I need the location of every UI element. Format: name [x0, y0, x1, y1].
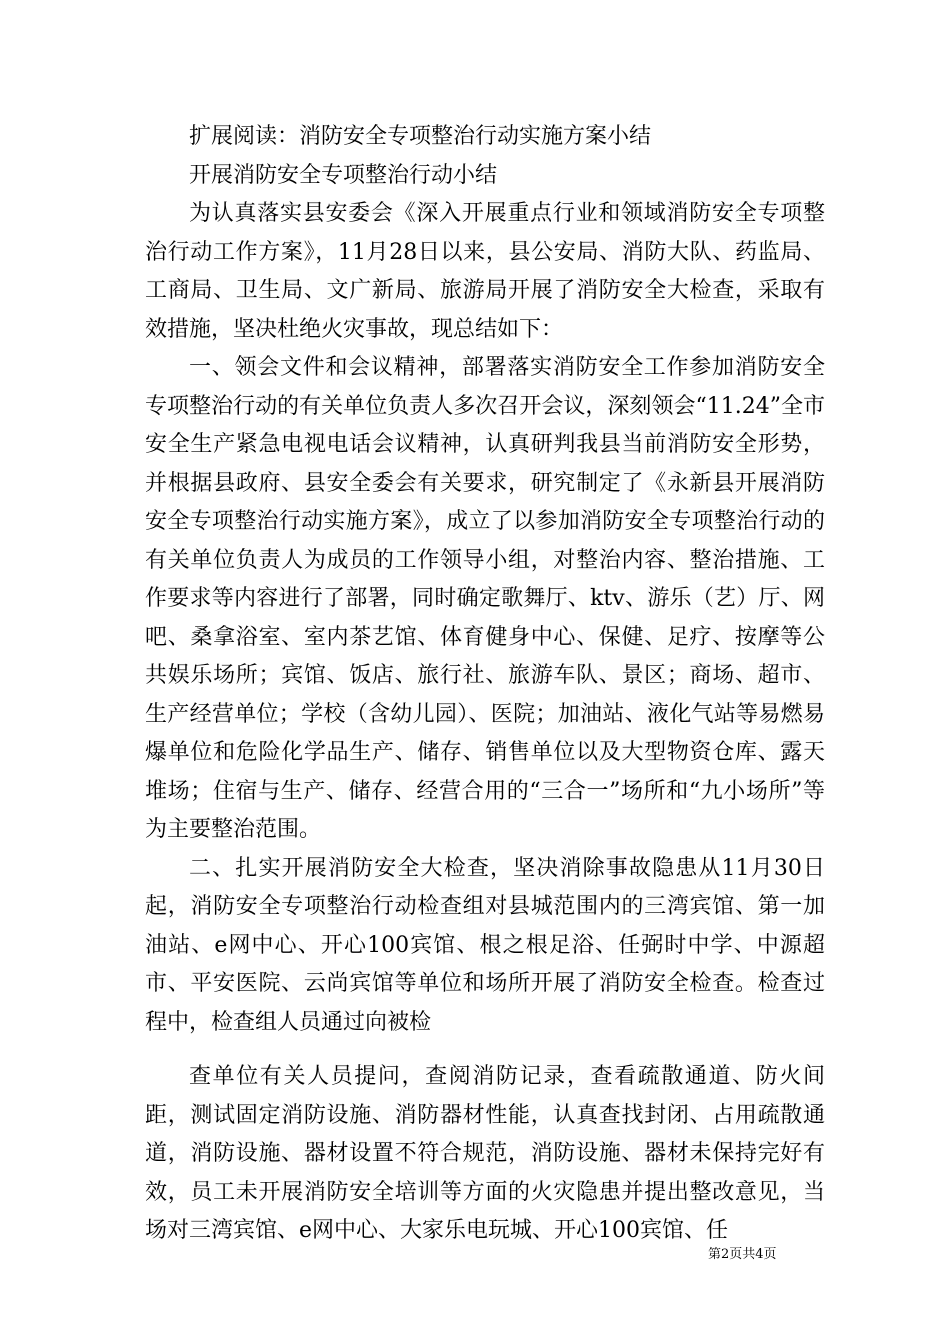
- paragraph-gap: [145, 1042, 825, 1058]
- extended-reading-heading: 扩展阅读：消防安全专项整治行动实施方案小结: [189, 124, 652, 149]
- section-one-paragraph: 一、领会文件和会议精神，部署落实消防安全工作参加消防安全专项整治行动的有关单位负责人多次召开会议，深刻领会“11.24”全市安全生产紧急电视电话会议精神，认真研判我县当前消防安全形势，并根据县政府、县安全委会有关要求，研究制定了《永新县开展消防安全专项整治行动实施方案》，成立了以参加消防安全专项整治行动的有关单位负责人为成员的工作领导小组，对整治内容、整治措施、工作要求等内容进行了部署，同时确定歌舞厅、ktv、游乐（艺）厅、网吧、桑拿浴室、室内茶艺馆、体育健身中心、保健、足疗、按摩等公共娱乐场所；宾馆、饭店、旅行社、旅游车队、景区；商场、超市、生产经营单位；学校（含幼儿园）、医院；加油站、液化气站等易燃易爆单位和危险化学品生产、储存、销售单位以及大型物资仓库、露天堆场；住宿与生产、储存、经营合用的“三合一”场所和“九小场所”等为主要整治范围。: [145, 355, 825, 842]
- section-two-paragraph: 二、扎实开展消防安全大检查，坚决消除事故隐患从11月30日起，消防安全专项整治行动检查组对县城范围内的三湾宾馆、第一加油站、e网中心、开心100宾馆、根之根足浴、任弼时中学、中源超市、平安医院、云尚宾馆等单位和场所开展了消防安全检查。检查过程中，检查组人员通过向被检: [145, 855, 825, 1035]
- intro-paragraph: 为认真落实县安委会《深入开展重点行业和领域消防安全专项整治行动工作方案》，11月28日以来，县公安局、消防大队、药监局、工商局、卫生局、文广新局、旅游局开展了消防安全大检查，采取有效措施，坚决杜绝火灾事故，现总结如下：: [145, 201, 825, 342]
- inspection-continuation-paragraph: 查单位有关人员提问，查阅消防记录，查看疏散通道、防火间距，测试固定消防设施、消防器材性能，认真查找封闭、占用疏散通道，消防设施、器材设置不符合规范，消防设施、器材未保持完好有效，员工未开展消防安全培训等方面的火灾隐患并提出整改意见，当场对三湾宾馆、e网中心、大家乐电玩城、开心100宾馆、任: [145, 1064, 825, 1243]
- summary-title: 开展消防安全专项整治行动小结: [189, 162, 498, 188]
- page-number-footer: 第2页共4页: [708, 1247, 777, 1262]
- document-body: [145, 118, 825, 1251]
